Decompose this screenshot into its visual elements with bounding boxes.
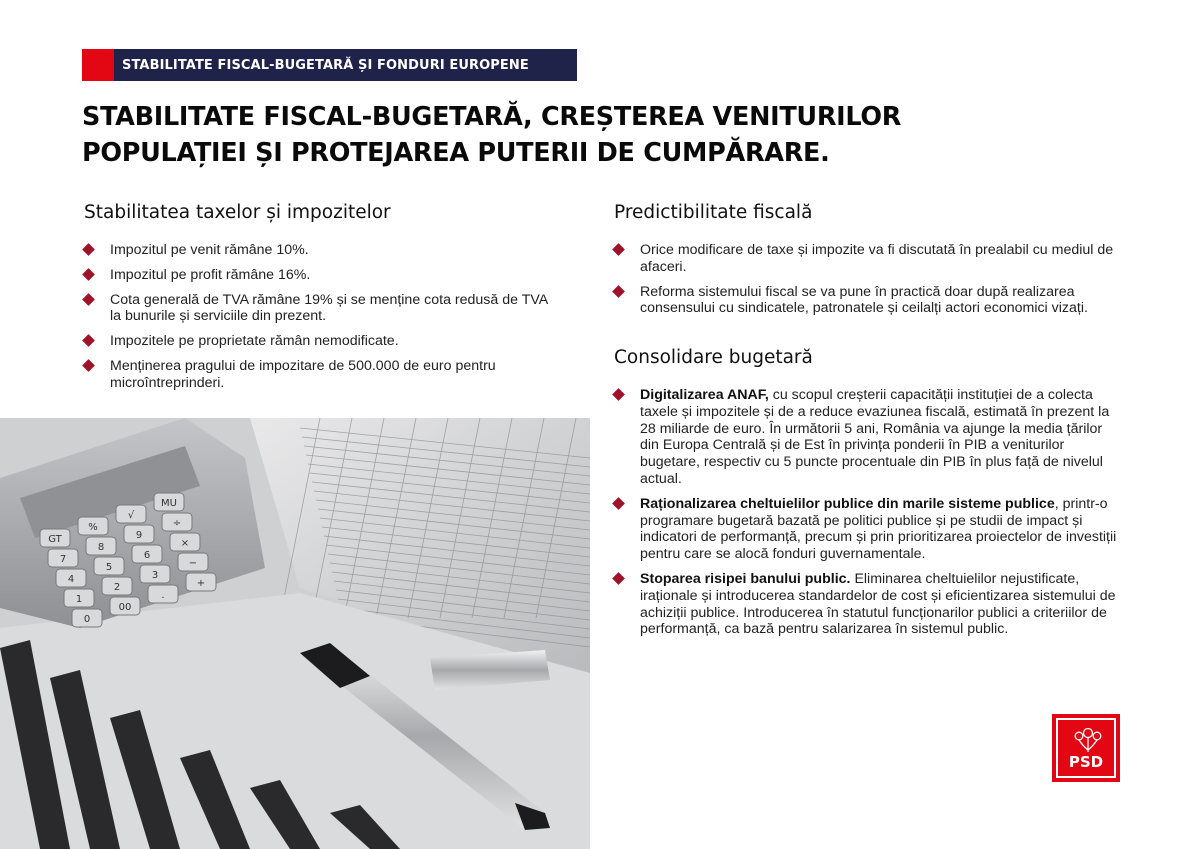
calculator-key	[102, 577, 132, 595]
header-accent	[82, 49, 114, 81]
svg-text:5: 5	[105, 562, 113, 573]
calculator-key	[162, 513, 192, 531]
calculator-key	[94, 557, 124, 575]
page-title	[82, 99, 982, 171]
calculator-key	[154, 493, 184, 511]
calculator-key	[170, 533, 200, 551]
svg-text:2: 2	[113, 582, 121, 593]
right-section-heading-consolidation: Consolidare bugetară	[614, 347, 813, 368]
svg-text:3: 3	[151, 570, 159, 581]
svg-text:6: 6	[143, 550, 151, 561]
section-header-label: STABILITATE FISCAL-BUGETARĂ ȘI FONDURI EUROPENE	[114, 49, 577, 81]
calculator-pen-photo	[0, 418, 590, 849]
diamond-bullet-icon	[82, 359, 95, 372]
diamond-bullet-icon	[82, 293, 95, 306]
calculator-key	[148, 585, 178, 603]
diamond-bullet-icon	[612, 243, 625, 256]
right-bullet-list-consolidation	[612, 387, 1120, 646]
page-title-line-1: STABILITATE FISCAL-BUGETARĂ, CREȘTEREA VENITURILOR	[82, 102, 902, 132]
psd-logo	[1052, 714, 1120, 782]
calculator-key	[178, 553, 208, 571]
svg-text:−: −	[188, 558, 198, 569]
calculator-key	[110, 597, 140, 615]
list-item: Impozitul pe venit rămâne 10%.	[82, 242, 562, 259]
calculator-key	[56, 569, 86, 587]
diamond-bullet-icon	[612, 388, 625, 401]
rose-icon	[1071, 726, 1105, 754]
logo-text: PSD	[1068, 753, 1104, 771]
list-item: Cota generală de TVA rămâne 19% și se menține cota redusă de TVA la bunurile și serviciile din prezent.	[82, 292, 562, 326]
calculator-key	[40, 529, 70, 547]
diamond-bullet-icon	[612, 285, 625, 298]
calculator-key	[124, 525, 154, 543]
list-item: Impozitele pe proprietate rămân nemodificate.	[82, 333, 562, 350]
svg-text:GT: GT	[48, 534, 62, 545]
svg-text:√: √	[127, 510, 135, 521]
svg-text:1: 1	[75, 594, 83, 605]
calculator-key	[132, 545, 162, 563]
svg-text:%: %	[88, 522, 98, 533]
svg-text:00: 00	[118, 602, 132, 613]
calculator-key	[48, 549, 78, 567]
list-item: Raționalizarea cheltuielilor publice din marile sisteme publice, printr-o programare bugetară bazată pe politici publice și pe studii de impact și indicatori de performanță, precum și prin prioritizarea proiectelor de investiții pentru care se alocă fonduri guvernamentale.	[612, 496, 1120, 563]
svg-text:×: ×	[180, 538, 190, 549]
svg-text:4: 4	[67, 574, 75, 585]
calculator-key	[186, 573, 216, 591]
left-section-heading: Stabilitatea taxelor și impozitelor	[84, 202, 391, 223]
calculator-key	[140, 565, 170, 583]
diamond-bullet-icon	[82, 334, 95, 347]
svg-text:9: 9	[135, 530, 143, 541]
right-section-heading-predictability: Predictibilitate fiscală	[614, 202, 813, 223]
svg-text:MU: MU	[161, 498, 177, 509]
list-item: Reforma sistemului fiscal se va pune în practică doar după realizarea consensului cu sindicatele, patronatele și ceilalți actori economici vizați.	[612, 284, 1120, 318]
list-item: Orice modificare de taxe și impozite va fi discutată în prealabil cu mediul de afaceri.	[612, 242, 1120, 276]
svg-text:+: +	[196, 578, 206, 589]
calculator-key	[116, 505, 146, 523]
page-title-line-2: POPULAȚIEI ȘI PROTEJAREA PUTERII DE CUMPĂRARE.	[82, 138, 830, 168]
list-item: Stoparea risipei banului public. Eliminarea cheltuielilor nejustificate, iraționale și introducerea standardelor de cost și eficientizarea sistemului de achiziții publice. Introducerea în statutul funcționarilor publici a criteriilor de performanță, ca bază pentru salarizarea în sistemul public.	[612, 571, 1120, 638]
calculator-key	[72, 609, 102, 627]
svg-text:÷: ÷	[172, 518, 182, 529]
section-header-bar	[82, 49, 577, 81]
svg-text:0: 0	[83, 614, 91, 625]
list-item: Digitalizarea ANAF, cu scopul creșterii capacității instituției de a colecta taxele și impozitele și de a reduce evaziunea fiscală, estimată în prezent la 28 miliarde de euro. În următorii 5 ani, România va ajunge la media țărilor din Europa Centrală și de Est în privința ponderii în PIB a veniturilor bugetare, respectiv cu 5 puncte procentuale din PIB în plus față de nivelul actual.	[612, 387, 1120, 488]
diamond-bullet-icon	[82, 268, 95, 281]
calculator-key	[86, 537, 116, 555]
left-bullet-list	[82, 242, 562, 400]
list-item: Menținerea pragului de impozitare de 500.000 de euro pentru microîntreprinderi.	[82, 358, 562, 392]
svg-text:8: 8	[97, 542, 105, 553]
diamond-bullet-icon	[82, 243, 95, 256]
svg-text:.: .	[161, 590, 165, 601]
calculator-key	[64, 589, 94, 607]
calculator-key	[78, 517, 108, 535]
diamond-bullet-icon	[612, 497, 625, 510]
right-bullet-list-predictability	[612, 242, 1120, 325]
list-item: Impozitul pe profit rămâne 16%.	[82, 267, 562, 284]
photo-illustration	[0, 418, 590, 849]
svg-text:7: 7	[59, 554, 67, 565]
diamond-bullet-icon	[612, 572, 625, 585]
